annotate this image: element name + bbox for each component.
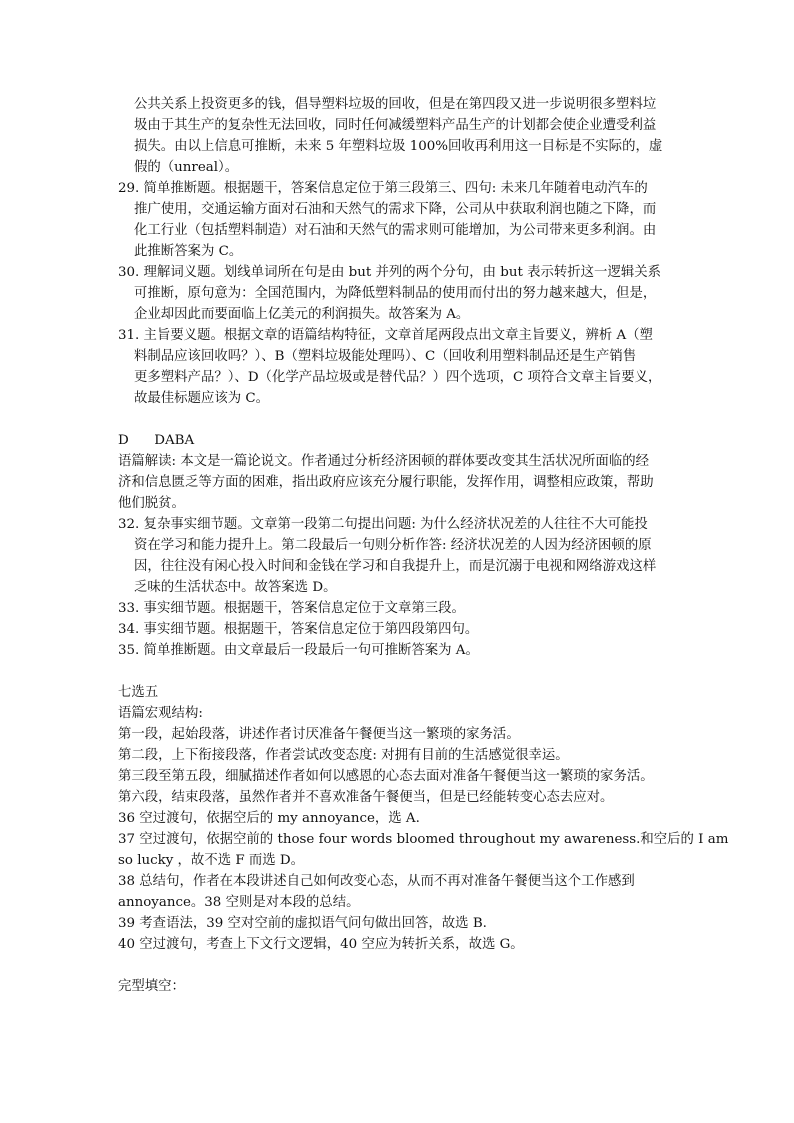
text-line: 资在学习和能力提升上。第二段最后一句则分析作答: 经济状况差的人因为经济困顿的原 — [134, 538, 652, 553]
section-heading-qixuanwu: 七选五 — [118, 685, 159, 700]
text-line: annoyance。38 空则是对本段的总结。 — [118, 895, 360, 910]
text-line: 更多塑料产品？）、D（化学产品垃圾或是替代品？）四个选项，C 项符合文章主旨要义， — [134, 370, 662, 385]
answer-29-line: 29. 简单推断题。根据题干，答案信息定位于第三段第三、四句: 未来几年随着电动汽车的 — [118, 181, 648, 196]
text-line: 第二段，上下衔接段落，作者尝试改变态度: 对拥有目前的生活感觉很幸运。 — [118, 748, 569, 763]
text-line: 假的（unreal）。 — [134, 160, 239, 175]
answer-40-line: 40 空过渡句，考查上下文行文逻辑，40 空应为转折关系，故选 G。 — [118, 937, 524, 952]
spacer — [118, 955, 680, 976]
text-line: 圾由于其生产的复杂性无法回收，同时任何减缓塑料产品生产的计划都会使企业遭受利益 — [134, 118, 657, 133]
text-line: 此推断答案为 C。 — [134, 244, 243, 259]
section-d-heading: D DABA — [118, 433, 195, 448]
answer-32-line: 32. 复杂事实细节题。文章第一段第二句提出问题: 为什么经济状况差的人往往不大可能投 — [118, 517, 648, 532]
text-line: 语篇宏观结构: — [118, 706, 203, 721]
answer-33-line: 33. 事实细节题。根据题干，答案信息定位于文章第三段。 — [118, 601, 465, 616]
answer-37-line: 37 空过渡句，依据空前的 those four words bloomed throughout my awareness.和空后的 I am — [118, 832, 729, 847]
answer-38-line: 38 总结句，作者在本段讲述自己如何改变心态，从而不再对准备午餐便当这个工作感到 — [118, 874, 635, 889]
text-line: 可推断，原句意为：全国范围内，为降低塑料制品的使用而付出的努力越来越大，但是， — [134, 286, 657, 301]
answer-35-line: 35. 简单推断题。由文章最后一段最后一句可推断答案为 A。 — [118, 643, 479, 658]
answer-31-line: 31. 主旨要义题。根据文章的语篇结构特征，文章首尾两段点出文章主旨要义，辨析 A（塑 — [118, 328, 653, 343]
text-line: 故最佳标题应该为 C。 — [134, 391, 270, 406]
spacer — [118, 409, 680, 430]
text-line: 公共关系上投资更多的钱，倡导塑料垃圾的回收，但是在第四段又进一步说明很多塑料垃 — [134, 97, 657, 112]
answer-34-line: 34. 事实细节题。根据题干，答案信息定位于第四段第四句。 — [118, 622, 479, 637]
answer-36-line: 36 空过渡句，依据空后的 my annoyance，选 A. — [118, 811, 420, 826]
text-line: 因，往往没有闲心投入时间和金钱在学习和自我提升上，而是沉溺于电视和网络游戏这样 — [134, 559, 657, 574]
text-line: 化工行业（包括塑料制造）对石油和天然气的需求则可能增加，为公司带来更多利润。由 — [134, 223, 657, 238]
text-line: 料制品应该回收吗？）、B（塑料垃圾能处理吗）、C（回收利用塑料制品还是生产销售 — [134, 349, 637, 364]
answer-39-line: 39 考查语法，39 空对空前的虚拟语气问句做出回答，故选 B. — [118, 916, 487, 931]
text-line: 乏味的生活状态中。故答案选 D。 — [134, 580, 337, 595]
text-line: 推广使用，交通运输方面对石油和天然气的需求下降，公司从中获取利润也随之下降，而 — [134, 202, 657, 217]
text-line: 第三段至第五段，细腻描述作者如何以感恩的心态去面对准备午餐便当这一繁琐的家务活。 — [118, 769, 654, 784]
answer-30-line: 30. 理解词义题。划线单词所在句是由 but 并列的两个分句，由 but 表示转折这一逻辑关系 — [118, 265, 662, 280]
text-line: 济和信息匮乏等方面的困难，指出政府应该充分履行职能，发挥作用，调整相应政策，帮助 — [118, 475, 654, 490]
text-line: so lucky ，故不选 F 而选 D。 — [118, 853, 305, 868]
document-body — [118, 94, 729, 997]
text-line: 损失。由以上信息可推断，未来 5 年塑料垃圾 100%回收再利用这一目标是不实际的，虚 — [134, 139, 663, 154]
text-line: 第一段，起始段落，讲述作者讨厌准备午餐便当这一繁琐的家务活。 — [118, 727, 520, 742]
spacer — [118, 661, 680, 682]
section-heading-wanxing: 完型填空： — [118, 979, 185, 994]
text-line: 企业却因此而要面临上亿美元的利润损失。故答案为 A。 — [134, 307, 470, 322]
text-line: 第六段，结束段落，虽然作者并不喜欢准备午餐便当，但是已经能转变心态去应对。 — [118, 790, 614, 805]
text-line: 他们脱贫。 — [118, 496, 185, 511]
text-line: 语篇解读: 本文是一篇论说文。作者通过分析经济困顿的群体要改变其生活状况所面临的经 — [118, 454, 649, 469]
